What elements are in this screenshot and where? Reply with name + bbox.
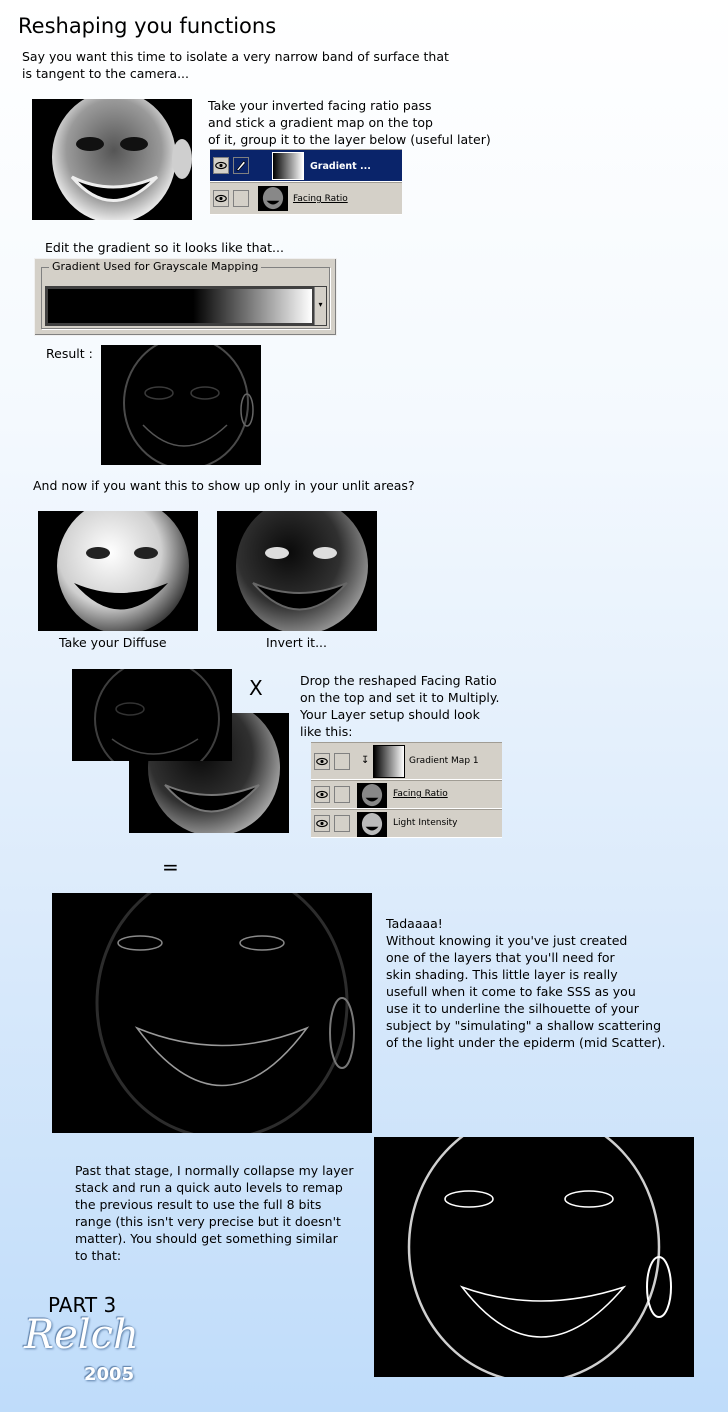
eye-icon[interactable] [314, 786, 330, 803]
gradient-box-label: Gradient Used for Grayscale Mapping [49, 260, 261, 273]
multiply-sign: X [249, 676, 263, 700]
eye-icon[interactable] [213, 190, 229, 207]
signature-year: 2005 [84, 1364, 135, 1385]
layer-name: Facing Ratio [293, 194, 348, 204]
brush-icon[interactable] [233, 157, 249, 174]
layer-row-facing-ratio[interactable] [311, 780, 502, 809]
link-slot[interactable] [233, 190, 249, 207]
layer-name: Light Intensity [393, 818, 458, 828]
link-slot[interactable] [334, 753, 350, 770]
link-slot[interactable] [334, 815, 350, 832]
layer-name: Gradient Map 1 [409, 756, 479, 766]
layer-row-facing-ratio[interactable] [210, 182, 402, 215]
gradient-dropdown[interactable] [45, 286, 327, 326]
layer-name: Gradient ... [310, 161, 371, 172]
diffuse-image [38, 511, 198, 631]
question-text: And now if you want this to show up only in your unlit areas? [33, 478, 415, 493]
inverted-facing-ratio-image [32, 99, 192, 220]
part-label: PART 3 [48, 1293, 117, 1317]
signature-name: Relch [24, 1312, 139, 1358]
gradient-editor-box [34, 258, 337, 336]
gradient-preview [46, 287, 314, 325]
signature-logo [22, 1312, 147, 1394]
facing-ratio-small-image [72, 669, 232, 761]
mid-scatter-result-image [52, 893, 372, 1133]
caption-invert: Invert it... [266, 635, 328, 650]
link-slot[interactable] [334, 786, 350, 803]
past-stage-text: Past that stage, I normally collapse my layer stack and run a quick auto levels to remap the previous result to use the full 8 bits range (this isn't very precise but it doesn't matter). You should get something similar to that: [75, 1163, 354, 1263]
result-label: Result : [46, 346, 93, 361]
face-thumbnail [357, 783, 387, 808]
layer-row-gradient[interactable] [210, 149, 402, 182]
layer-name: Facing Ratio [393, 789, 448, 799]
page-title: Reshaping you functions [18, 14, 277, 38]
intro-text: Say you want this time to isolate a very narrow band of surface that is tangent to the camera... [22, 49, 449, 81]
equals-sign: = [162, 855, 179, 879]
auto-levels-result-image [374, 1137, 694, 1377]
tadaaa-text: Tadaaaa! Without knowing it you've just created one of the layers that you'll need for skin shading. This little layer is really usefull when it come to fake SSS as you use it to underline the silhouette of your subject by "simulating" a shallow scattering of the light under the epiderm (mid Scatter). [386, 916, 666, 1050]
caption-diffuse: Take your Diffuse [59, 635, 167, 650]
drop-text: Drop the reshaped Facing Ratio on the top and set it to Multiply. Your Layer setup should look like this: [300, 673, 500, 739]
result-image [101, 345, 261, 465]
face-thumbnail [357, 812, 387, 837]
eye-icon[interactable] [314, 753, 330, 770]
inverted-diffuse-image [217, 511, 377, 631]
eye-icon[interactable] [314, 815, 330, 832]
gradient-thumbnail [373, 745, 405, 778]
layers-panel-1 [210, 149, 402, 215]
gradient-thumbnail [272, 152, 304, 180]
step1-text: Take your inverted facing ratio pass and stick a gradient map on the top of it, group it to the layer below (useful later) [208, 98, 491, 147]
layer-row-light-intensity[interactable] [311, 809, 502, 838]
layers-panel-2 [311, 742, 502, 838]
clip-arrow-icon: ↧ [361, 755, 370, 766]
chevron-down-icon[interactable]: ▾ [314, 287, 326, 325]
edit-gradient-text: Edit the gradient so it looks like that... [45, 240, 284, 255]
layer-row-gradient-map[interactable] [311, 742, 502, 780]
face-thumbnail [258, 186, 288, 211]
eye-icon[interactable] [213, 157, 229, 174]
